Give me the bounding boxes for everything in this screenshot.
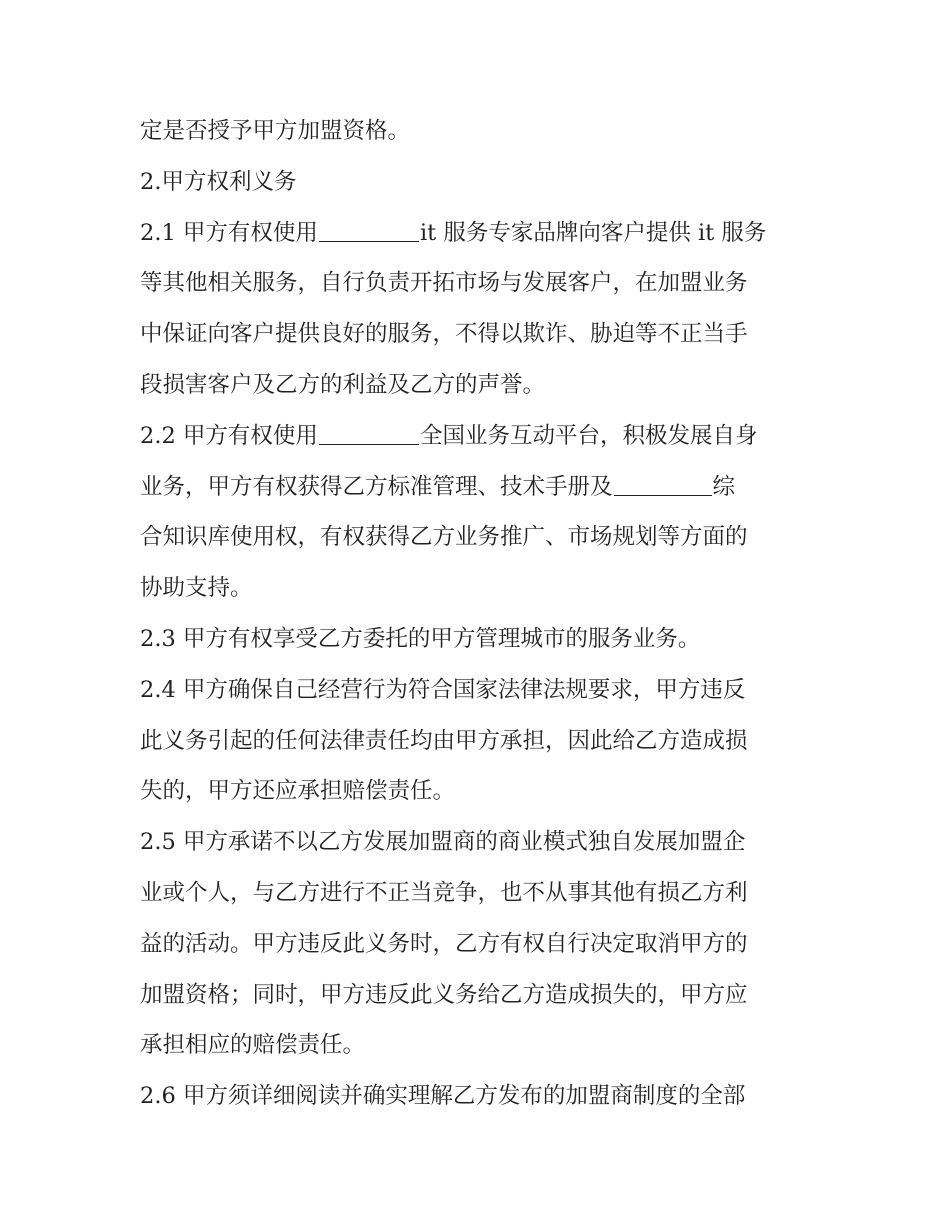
text-line [140,462,814,513]
clause-2-5-line: 2.5 甲方承诺不以乙方发展加盟商的商业模式独自发展加盟企 [140,829,746,856]
document-body [140,106,814,1122]
fill-in-blank [319,218,419,242]
text-line: 合知识库使用权，有权获得乙方业务推广、市场规划等方面的 [140,524,748,551]
text-line: 加盟资格；同时，甲方违反此义务给乙方造成损失的，甲方应 [140,981,748,1008]
clause-text: 业务，甲方有权获得乙方标准管理、技术手册及 [140,473,613,500]
text-line: 承担相应的赔偿责任。 [140,1032,366,1059]
text-line: 等其他相关服务，自行负责开拓市场与发展客户，在加盟业务 [140,270,748,297]
fill-in-blank [319,421,419,445]
clause-text: 综 [712,473,736,500]
clause-text: 2.1 甲方有权使用 [140,219,318,246]
text-line: 失的，甲方还应承担赔偿责任。 [140,778,456,805]
clause-2-2-line [140,411,814,462]
text-line: 此义务引起的任何法律责任均由甲方承担，因此给乙方造成损 [140,727,748,754]
clause-2-3-line: 2.3 甲方有权享受乙方委托的甲方管理城市的服务业务。 [140,625,701,652]
clause-2-6-line: 2.6 甲方须详细阅读并确实理解乙方发布的加盟商制度的全部 [140,1083,746,1110]
clause-text: 全国业务互动平台，积极发展自身 [419,422,758,449]
clause-text: 2.2 甲方有权使用 [140,422,318,449]
text-line: 定是否授予甲方加盟资格。 [140,118,411,144]
text-line: 中保证向客户提供良好的服务，不得以欺诈、胁迫等不正当手 [140,321,748,348]
text-line: 段损害客户及乙方的利益及乙方的声誉。 [140,371,546,398]
clause-2-1-line [140,208,814,259]
fill-in-blank [614,472,712,496]
text-line: 益的活动。甲方违反此义务时，乙方有权自行决定取消甲方的 [140,930,748,957]
clause-2-4-line: 2.4 甲方确保自己经营行为符合国家法律法规要求，甲方违反 [140,676,746,703]
text-line: 业或个人，与乙方进行不正当竞争，也不从事其他有损乙方利 [140,879,748,906]
section-heading: 2.甲方权利义务 [140,168,297,195]
clause-text: it 服务专家品牌向客户提供 it 服务 [419,219,767,246]
text-line: 协助支持。 [140,575,253,602]
